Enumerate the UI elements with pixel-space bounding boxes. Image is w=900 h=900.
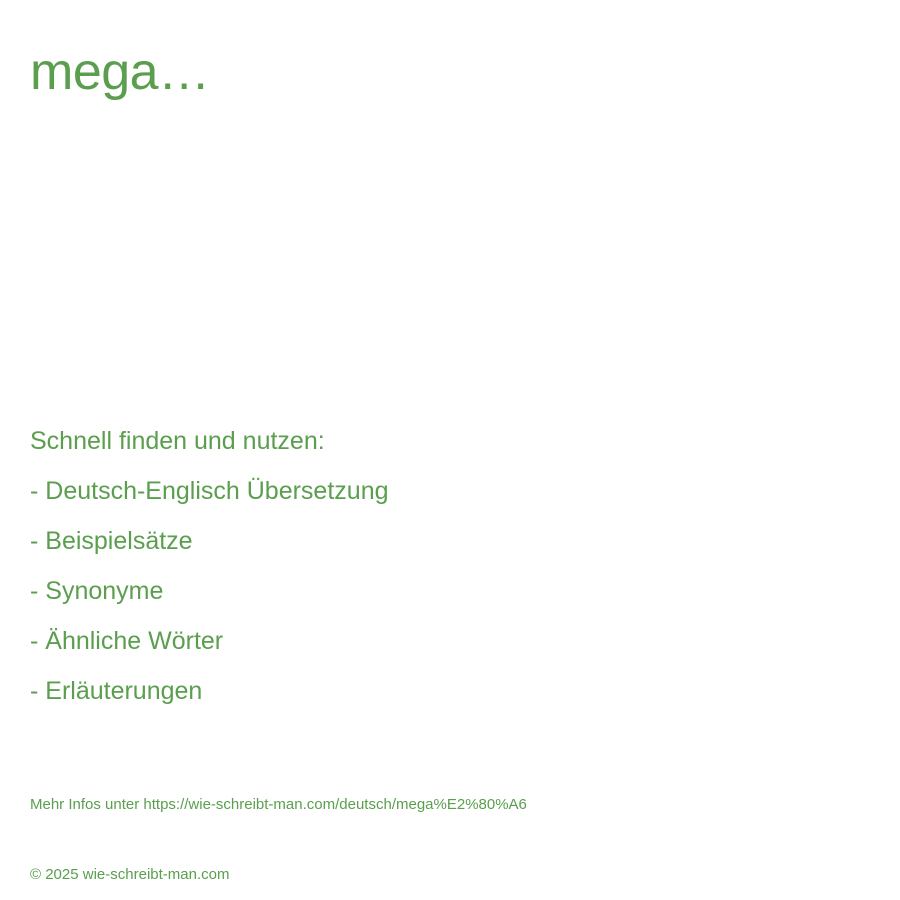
feature-item-translation: - Deutsch-Englisch Übersetzung bbox=[30, 477, 389, 505]
feature-item-example-sentences: - Beispielsätze bbox=[30, 527, 193, 555]
feature-list bbox=[30, 416, 389, 716]
copyright-notice: © 2025 wie-schreibt-man.com bbox=[30, 866, 230, 883]
feature-item-similar-words: - Ähnliche Wörter bbox=[30, 627, 224, 655]
feature-item-explanations: - Erläuterungen bbox=[30, 677, 203, 705]
more-info-line bbox=[30, 795, 527, 815]
more-info-link[interactable]: https://wie-schreibt-man.com/deutsch/mega%E2%80%A6 bbox=[143, 796, 527, 813]
feature-list-heading: Schnell finden und nutzen: bbox=[30, 427, 325, 455]
more-info-prefix: Mehr Infos unter bbox=[30, 796, 144, 813]
page-title: mega… bbox=[30, 43, 210, 101]
feature-item-synonyms: - Synonyme bbox=[30, 577, 164, 605]
